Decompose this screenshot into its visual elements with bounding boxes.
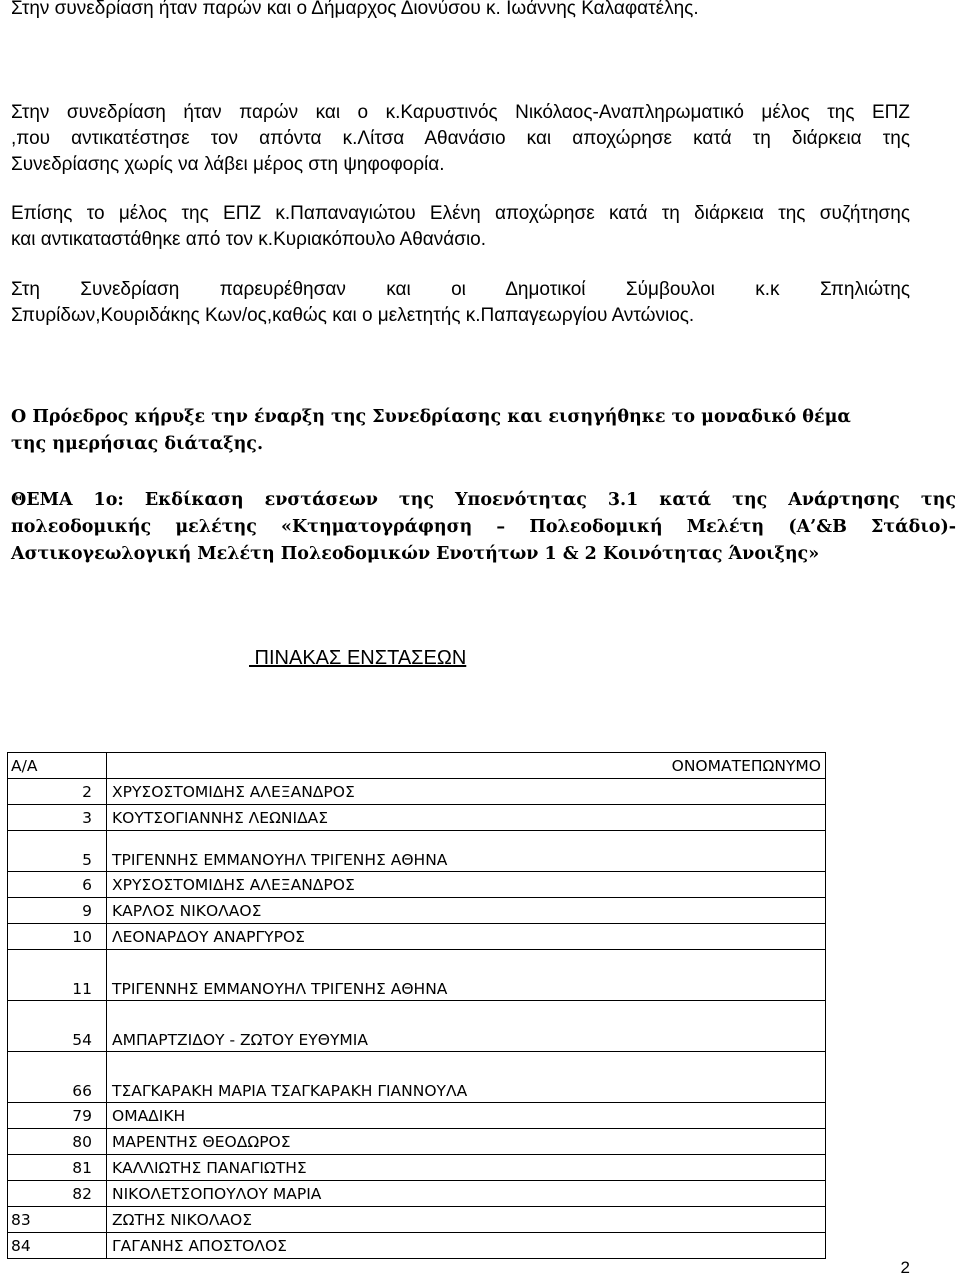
table-header-row [8,753,826,779]
row-name: ΤΡΙΓΕΝΝΗΣ ΕΜΜΑΝΟΥΗΛ ΤΡΙΓΕΝΗΣ ΑΘΗΝΑ [107,950,826,1001]
row-number: 82 [8,1181,107,1207]
paragraph-line: Επίσης το μέλος της ΕΠΖ κ.Παπαναγιώτου Ελένη αποχώρησε κατά τη διάρκεια της συζήτησης [11,203,910,224]
table-row [8,1001,826,1052]
table-row [8,1181,826,1207]
row-name: ΓΑΓΑΝΗΣ ΑΠΟΣΤΟΛΟΣ [107,1233,826,1259]
row-name: ΤΣΑΓΚΑΡΑΚΗ ΜΑΡΙΑ ΤΣΑΓΚΑΡΑΚΗ ΓΙΑΝΝΟΥΛΑ [107,1052,826,1103]
paragraph-substitute-member [11,100,910,178]
row-number: 54 [8,1001,107,1052]
row-name: ΑΜΠΑΡΤΖΙΔΟΥ - ΖΩΤΟΥ ΕΥΘΥΜΙΑ [107,1001,826,1052]
row-name: ΛΕΟΝΑΡΔΟΥ ΑΝΑΡΓΥΡΟΣ [107,924,826,950]
table-title: ΠΙΝΑΚΑΣ ΕΝΣΤΑΣΕΩΝ [249,647,467,669]
paragraph-line: Συνεδρίασης χωρίς να λάβει μέρος στη ψηφοφορία. [11,154,445,175]
table-row [8,1103,826,1129]
paragraph-line: Σπυρίδων,Κουριδάκης Κων/ος,καθώς και ο μελετητής κ.Παπαγεωργίου Αντώνιος. [11,305,695,326]
row-name: ΖΩΤΗΣ ΝΙΚΟΛΑΟΣ [107,1207,826,1233]
row-number: 6 [8,872,107,898]
row-number: 11 [8,950,107,1001]
paragraph-subject [11,487,956,568]
row-number: 80 [8,1129,107,1155]
row-name: ΧΡΥΣΟΣΤΟΜΙΔΗΣ ΑΛΕΞΑΝΔΡΟΣ [107,872,826,898]
table-row [8,924,826,950]
row-number: 83 [8,1207,107,1233]
row-number: 5 [8,831,107,872]
table-row [8,1233,826,1259]
header-aa: Α/Α [8,753,107,779]
row-number: 3 [8,805,107,831]
row-name: ΚΟΥΤΣΟΓΙΑΝΝΗΣ ΛΕΩΝΙΔΑΣ [107,805,826,831]
paragraph-line: της ημερήσιας διάταξης. [11,434,264,454]
paragraph-line: Ο Πρόεδρος κήρυξε την έναρξη της Συνεδρίασης και εισηγήθηκε το μοναδικό θέμα [11,407,851,427]
row-number: 9 [8,898,107,924]
row-name: ΜΑΡΕΝΤΗΣ ΘΕΟΔΩΡΟΣ [107,1129,826,1155]
table-row [8,872,826,898]
paragraph-line: πολεοδομικής μελέτης «Κτηματογράφηση – Πολεοδομική Μελέτη (Α’&Β Στάδιο)- [11,517,956,537]
paragraph-line: Στη Συνεδρίαση παρευρέθησαν και οι Δημοτικοί Σύμβουλοι κ.κ Σπηλιώτης [11,279,910,300]
row-name: ΟΜΑΔΙΚΗ [107,1103,826,1129]
paragraph-line: Στην συνεδρίαση ήταν παρών και ο Δήμαρχος Διονύσου κ. Ιωάννης Καλαφατέλης. [11,0,699,19]
table-row [8,831,826,872]
page-number: 2 [900,1258,910,1277]
row-name: ΧΡΥΣΟΣΤΟΜΙΔΗΣ ΑΛΕΞΑΝΔΡΟΣ [107,779,826,805]
row-name: ΝΙΚΟΛΕΤΣΟΠΟΥΛΟΥ ΜΑΡΙΑ [107,1181,826,1207]
row-name: ΤΡΙΓΕΝΝΗΣ ΕΜΜΑΝΟΥΗΛ ΤΡΙΓΕΝΗΣ ΑΘΗΝΑ [107,831,826,872]
header-name: ΟΝΟΜΑΤΕΠΩΝΥΜΟ [107,753,826,779]
table-row [8,779,826,805]
paragraph-line: Στην συνεδρίαση ήταν παρών και ο κ.Καρυστινός Νικόλαος-Αναπληρωματικό μέλος της ΕΠΖ [11,102,910,123]
paragraph-councillors-present [11,277,910,329]
table-row [8,950,826,1001]
row-number: 2 [8,779,107,805]
row-name: ΚΑΡΛΟΣ ΝΙΚΟΛΑΟΣ [107,898,826,924]
row-name: ΚΑΛΛΙΩΤΗΣ ΠΑΝΑΓΙΩΤΗΣ [107,1155,826,1181]
row-number: 84 [8,1233,107,1259]
table-row [8,1155,826,1181]
paragraph-line: ,που αντικατέστησε τον απόντα κ.Λίτσα Αθανάσιο και αποχώρησε κατά τη διάρκεια της [11,128,910,149]
paragraph-session-opening [11,404,911,458]
paragraph-mayor-presence [11,0,910,22]
table-row [8,1207,826,1233]
row-number: 81 [8,1155,107,1181]
objections-table [7,752,826,1259]
table-row [8,805,826,831]
paragraph-line: ΘΕΜΑ 1ο: Εκδίκαση ενστάσεων της Υποενότητας 3.1 κατά της Ανάρτησης της [11,490,956,510]
paragraph-line: Αστικογεωλογική Μελέτη Πολεοδομικών Ενοτήτων 1 & 2 Κοινότητας Άνοιξης» [11,544,820,564]
row-number: 10 [8,924,107,950]
row-number: 79 [8,1103,107,1129]
paragraph-member-replacement [11,201,910,253]
table-row [8,1129,826,1155]
paragraph-line: και αντικαταστάθηκε από τον κ.Κυριακόπουλο Αθανάσιο. [11,229,487,250]
table-row [8,898,826,924]
row-number: 66 [8,1052,107,1103]
table-row [8,1052,826,1103]
